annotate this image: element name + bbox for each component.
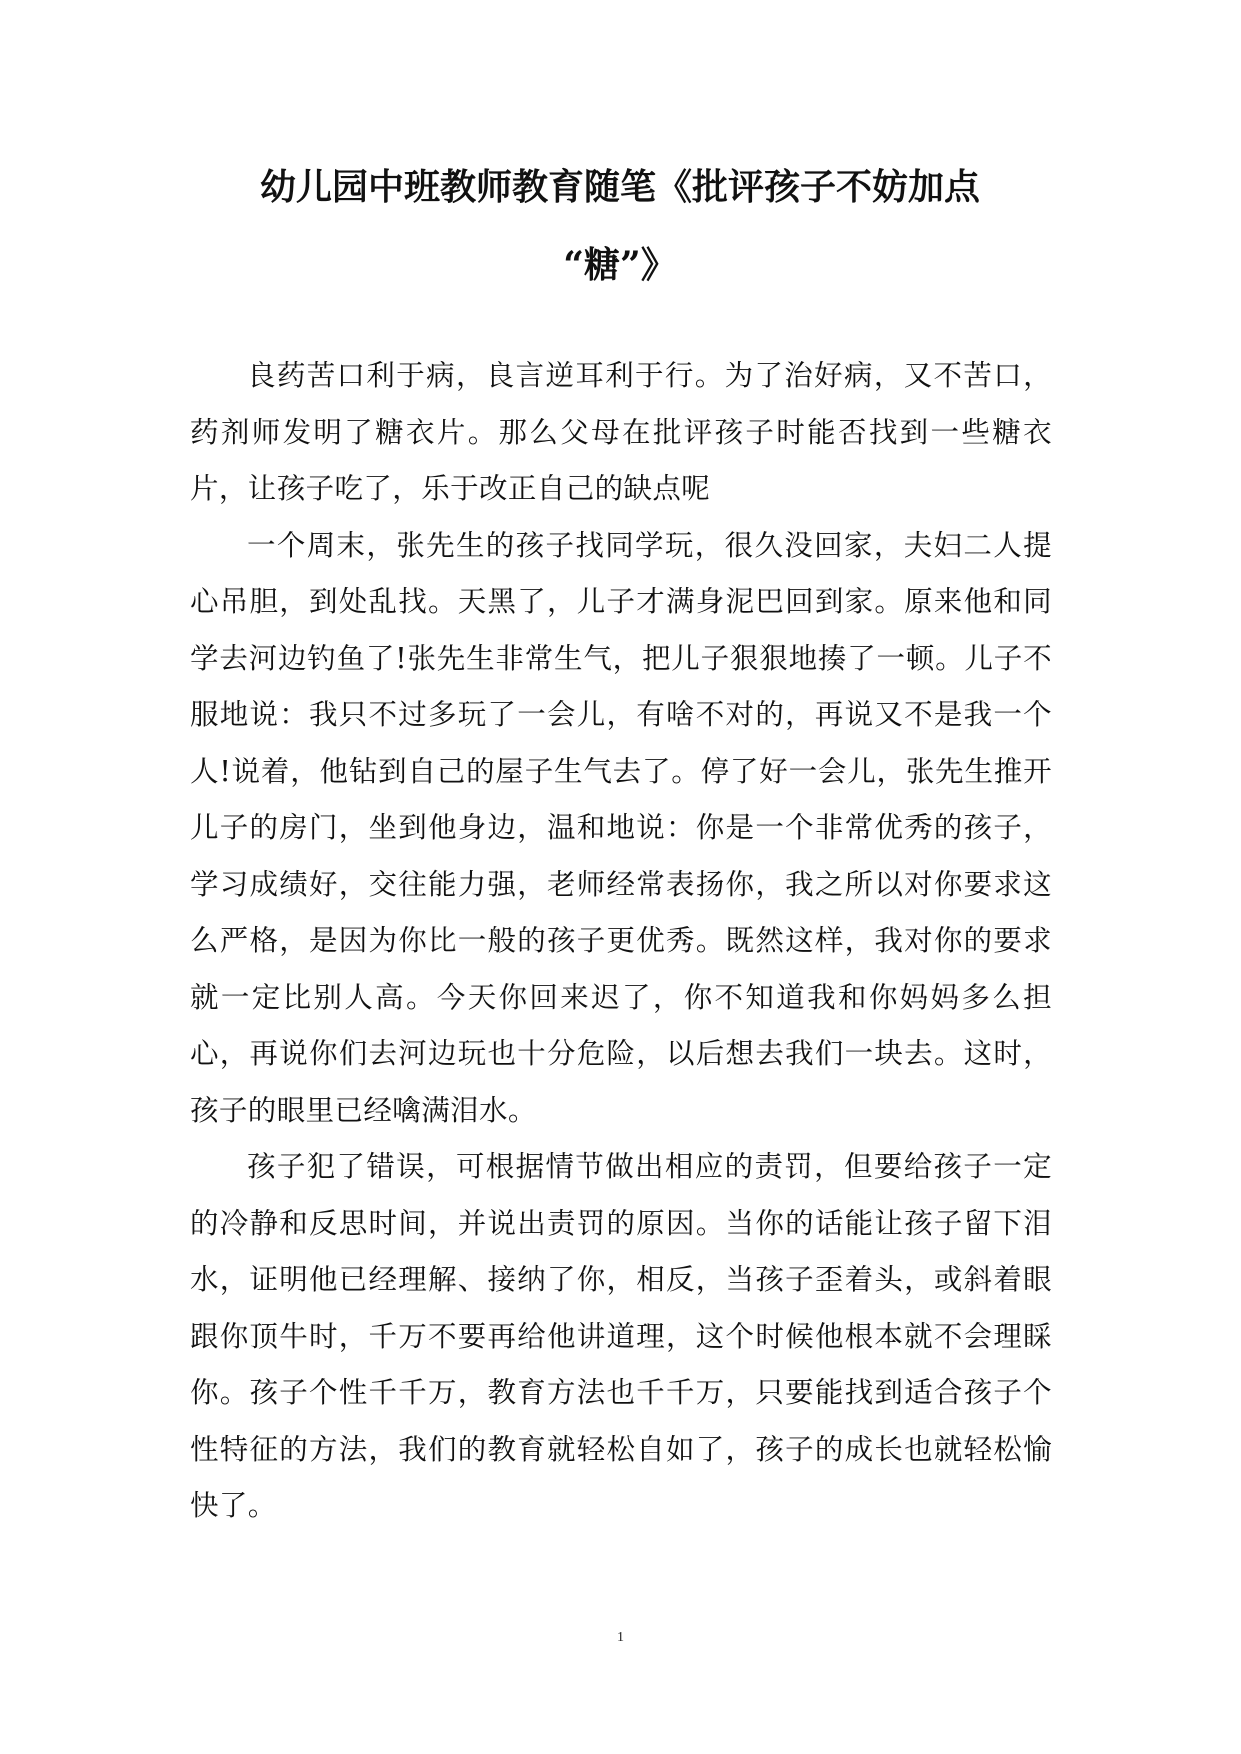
body-text — [190, 348, 1052, 1535]
title-line-1: 幼儿园中班教师教育随笔《批评孩子不妨加点 — [259, 166, 980, 208]
paragraph-1: 良药苦口利于病，良言逆耳利于行。为了治好病，又不苦口，药剂师发明了糖衣片。那么父母在批评孩子时能否找到一些糖衣片，让孩子吃了，乐于改正自己的缺点呢 — [190, 359, 1052, 505]
paragraph-2: 一个周末，张先生的孩子找同学玩，很久没回家，夫妇二人提心吊胆，到处乱找。天黑了，儿子才满身泥巴回到家。原来他和同学去河边钓鱼了!张先生非常生气，把儿子狠狠地揍了一顿。儿子不服地说：我只不过多玩了一会儿，有啥不对的，再说又不是我一个人!说着，他钻到自己的屋子生气去了。停了好一会儿，张先生推开儿子的房门，坐到他身边，温和地说：你是一个非常优秀的孩子，学习成绩好，交往能力强，老师经常表扬你，我之所以对你要求这么严格，是因为你比一般的孩子更优秀。既然这样，我对你的要求就一定比别人高。今天你回来迟了，你不知道我和你妈妈多么担心，再说你们去河边玩也十分危险，以后想去我们一块去。这时，孩子的眼里已经噙满泪水。 — [190, 528, 1052, 1127]
page-number: 1 — [617, 1630, 624, 1645]
paragraph-3: 孩子犯了错误，可根据情节做出相应的责罚，但要给孩子一定的冷静和反思时间，并说出责罚的原因。当你的话能让孩子留下泪水，证明他已经理解、接纳了你，相反，当孩子歪着头，或斜着眼跟你顶牛时，千万不要再给他讲道理，这个时候他根本就不会理睬你。孩子个性千千万，教育方法也千千万，只要能找到适合孩子个性特征的方法，我们的教育就轻松自如了，孩子的成长也就轻松愉快了。 — [190, 1150, 1052, 1522]
title-line-2: “糖”》 — [563, 244, 677, 286]
page-title — [190, 148, 1050, 304]
